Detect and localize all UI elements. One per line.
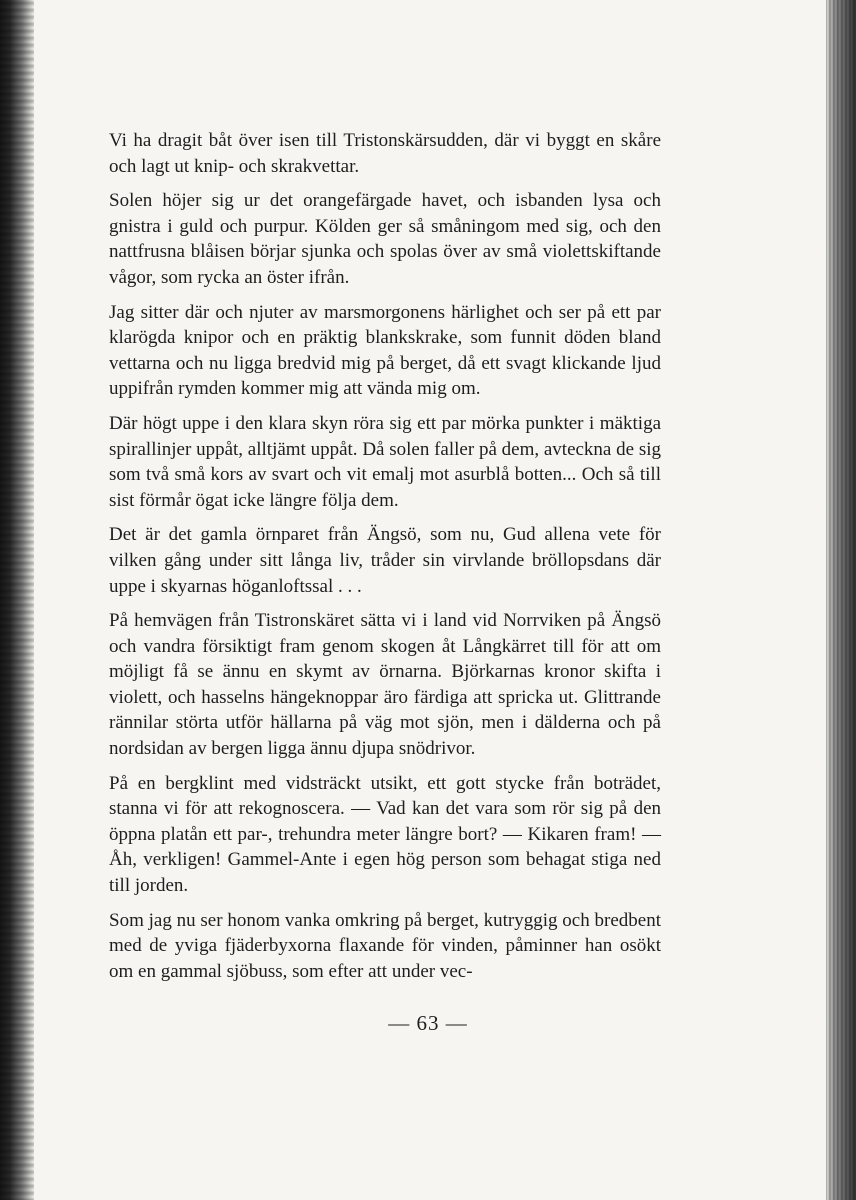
paragraph-1: Vi ha dragit båt över isen till Tristonskärsudden, där vi byggt en skåre och lagt ut knip- och skrakvettar. (109, 130, 661, 177)
page-number: — 63 — (388, 1011, 468, 1035)
paragraph-4: Där högt uppe i den klara skyn röra sig ett par mörka punkter i mäktiga spirallinjer uppåt, alltjämt uppåt. Då solen faller på dem, avteckna de sig som två små kors av svart och vit emalj mot asurblå botten... Och så till sist förmår ögat icke längre följa dem. (109, 412, 661, 511)
paragraph-2: Solen höjer sig ur det orangefärgade havet, och isbanden lysa och gnistra i guld och purpur. Kölden ger så småningom med sig, och den nattfrusna blåisen börjar sjunka och spolas över av små violettskiftande vågor, som rycka an öster ifrån. (109, 190, 661, 288)
paragraph-8: Som jag nu ser honom vanka omkring på berget, kutryggig och bredbent med de yviga fjäderbyxorna flaxande för vinden, påminner han osökt om en gammal sjöbuss, som efter att under vec- (109, 909, 661, 982)
body-text (109, 128, 661, 993)
paragraph-6: På hemvägen från Tistronskäret sätta vi i land vid Norrviken på Ängsö och vandra försiktigt fram genom skogen åt Långkärret till för att om möjligt få se ännu en skymt av örnarna. Björkarnas kronor skifta i violett, och hasselns hängeknoppar äro färdiga att spricka ut. Glittrande rännilar störta utför hällarna på väg mot sjön, men i dälderna och på nordsidan av bergen ligga ännu djupa snödrivor. (109, 610, 661, 760)
paragraph-3: Jag sitter där och njuter av marsmorgonens härlighet och ser på ett par klarögda knipor och en präktig blankskrake, som funnit döden bland vettarna och nu ligga bredvid mig på berget, då ett svagt klickande ljud uppifrån rymden kommer mig att vända mig om. (109, 301, 661, 400)
paragraph-7: På en bergklint med vidsträckt utsikt, ett gott stycke från boträdet, stanna vi för att rekognoscera. — Vad kan det vara som rör sig på den öppna platån ett par-, trehundra meter längre bort? — Kikaren fram! — Åh, verkligen! Gammel-Ante i egen hög person som behagat stiga ned till jorden. (109, 772, 661, 897)
paragraph-5: Det är det gamla örnparet från Ängsö, som nu, Gud allena vete för vilken gång under sitt långa liv, tråder sin virvlande bröllopsdans där uppe i skyarnas höganloftssal . . . (109, 524, 661, 597)
